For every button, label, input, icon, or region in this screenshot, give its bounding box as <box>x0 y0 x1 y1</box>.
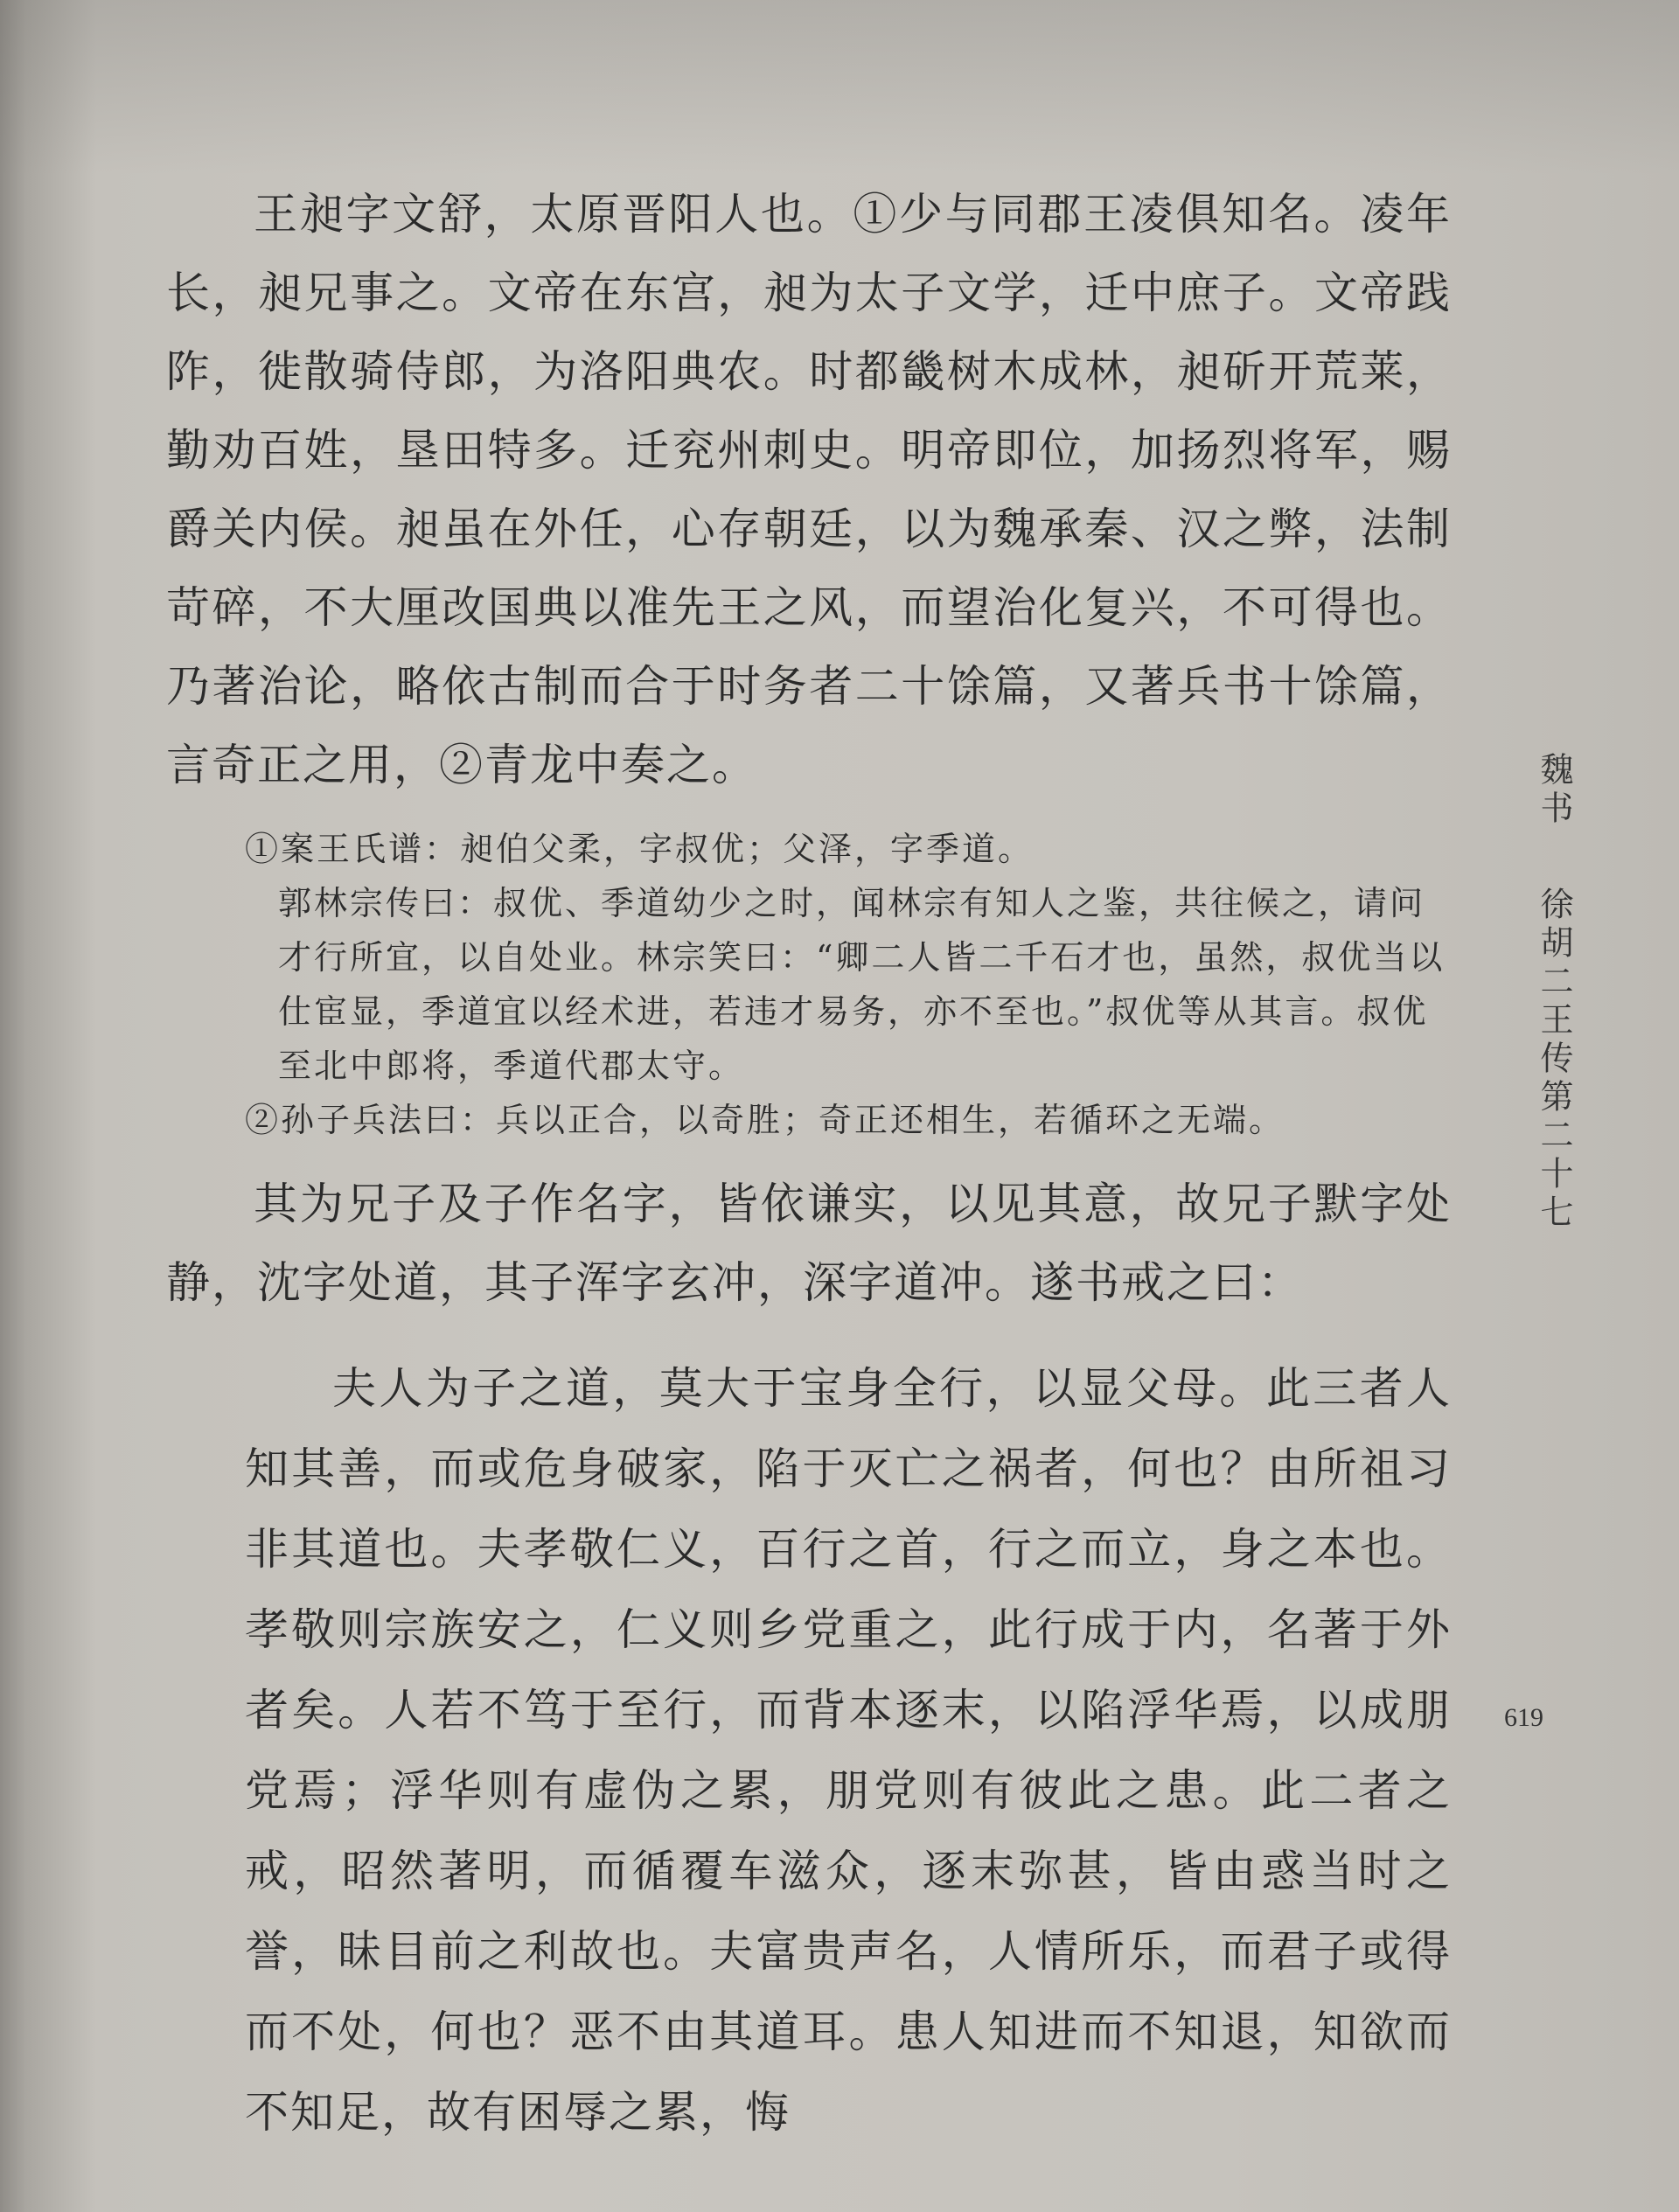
running-header <box>1520 752 1572 1233</box>
paragraph-1: 王昶字文舒，太原晋阳人也。①少与同郡王凌俱知名。凌年长，昶兄事之。文帝在东宫，昶为太子文学，迁中庶子。文帝践阼，徙散骑侍郎，为洛阳典农。时都畿树木成林，昶斫开荒莱，勤劝百姓，垦田特多。迁兖州刺史。明帝即位，加扬烈将军，赐爵关内侯。昶虽在外任，心存朝廷，以为魏承秦、汉之弊，法制苛碎，不大厘改国典以准先王之风，而望治化复兴，不可得也。乃著治论，略依古制而合于时务者二十馀篇，又著兵书十馀篇，言奇正之用，②青龙中奏之。 <box>166 189 1452 790</box>
running-header-chapter: 徐胡二王传第二十七 <box>1535 887 1573 1234</box>
footnote-2: ②孙子兵法曰：兵以正合，以奇胜；奇正还相生，若循环之无端。 <box>245 1101 1285 1139</box>
running-header-book: 魏书 <box>1535 752 1573 829</box>
footnotes <box>245 822 1452 1147</box>
footnote-1: ①案王氏谱：昶伯父柔，字叔优；父泽，字季道。 <box>245 830 1035 868</box>
page-shadow <box>0 0 1679 175</box>
main-text <box>166 175 1452 2153</box>
page-number: 619 <box>1504 1703 1543 1732</box>
paragraph-2: 其为兄子及子作名字，皆依谦实，以见其意，故兄子默字处静，沈字处道，其子浑字玄冲，深字道冲。遂书戒之曰： <box>166 1179 1452 1308</box>
letter-text: 夫人为子之道，莫大于宝身全行，以显父母。此三者人知其善，而或危身破家，陷于灭亡之祸者，何也？由所祖习非其道也。夫孝敬仁义，百行之首，行之而立，身之本也。孝敬则宗族安之，仁义则乡党重之，此行成于内，名著于外者矣。人若不笃于至行，而背本逐末，以陷浮华焉，以成朋党焉；浮华则有虚伪之累，朋党则有彼此之患。此二者之戒，昭然著明，而循覆车滋众，逐末弥甚，皆由惑当时之誉，昧目前之利故也。夫富贵声名，人情所乐，而君子或得而不处，何也？恶不由其道耳。患人知进而不知退，知欲而不知足，故有困辱之累，悔 <box>245 1363 1452 2138</box>
footnote-1-quote: 郭林宗传曰：叔优、季道幼少之时，闻林宗有知人之鉴，共往候之，请问才行所宜，以自处业。林宗笑曰：“卿二人皆二千石才也，虽然，叔优当以仕宦显，季道宜以经术进，若违才易务，亦不至也。”叔优等从其言。叔优至北中郎将，季道代郡太守。 <box>278 884 1446 1085</box>
